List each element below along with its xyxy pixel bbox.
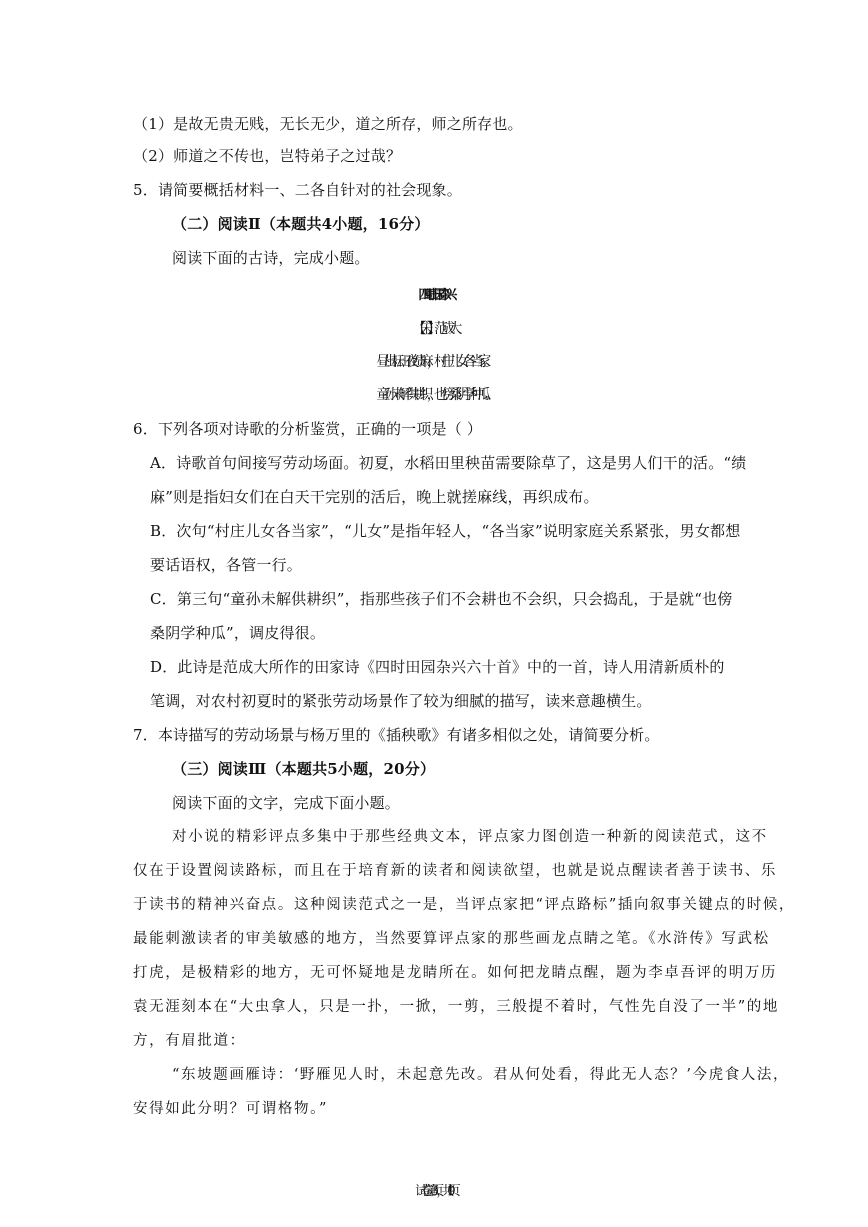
option-c-line-1: C．第三句“童孙未解供耕织”，指那些孩子们不会耕也不会织，只会捣乱，于是就“也傍	[150, 590, 733, 608]
question-4-subitem-1: （1）是故无贵无贱，无长无少，道之所存，师之所存也。	[133, 115, 523, 133]
passage-line-7: 方，有眉批道：	[133, 1033, 246, 1049]
option-a-line-2: 麻”则是指妇女们在白天干完别的活后，晚上就搓麻线，再织成布。	[150, 488, 599, 506]
section-2-instruction: 阅读下面的古诗，完成小题。	[172, 249, 370, 267]
option-d-line-1: D．此诗是范成大所作的田家诗《四时田园杂兴六十首》中的一首，诗人用清新质朴的	[150, 658, 725, 676]
option-b-line-2: 要话语权，各管一行。	[150, 556, 303, 574]
question-7: 7．本诗描写的劳动场景与杨万里的《插秧歌》有诸多相似之处，请简要分析。	[133, 726, 660, 744]
section-2-heading: （二）阅读Ⅱ（本题共4小题，16分）	[172, 215, 430, 233]
passage-quote-line-1: “东坡题画雁诗：‘野雁见人时，未起意先改。君从何处看，得此无人态？’今虎食人法，	[172, 1067, 790, 1083]
option-d-line-2: 笔调，对农村初夏时的紧张劳动场景作了较为细腻的描写，读来意趣横生。	[150, 692, 652, 710]
passage-line-6: 袁无涯刻本在“大虫拿人，只是一扑，一掀，一剪，三般提不着时，气性先自没了一半”的地	[133, 999, 779, 1015]
passage-line-2: 仅在于设置阅读路标，而且在于培育新的读者和阅读欲望，也就是说点醒读者善于读书、乐	[133, 863, 777, 879]
option-b-line-1: B．次句“村庄儿女各当家”，“儿女”是指年轻人，“各当家”说明家庭关系紧张，男女都想	[150, 522, 741, 540]
poem-title: 四时田园杂兴	[418, 288, 450, 303]
passage-line-4: 最能刺激读者的审美敏感的地方，当然要算评点家的那些画龙点睛之笔。《水浒传》写武松	[133, 931, 770, 947]
poem-author: 【宋】范成大	[412, 321, 456, 337]
poem-line-2: 童孙未解供耕织，也傍桑阴学种瓜。	[376, 387, 492, 403]
passage-quote-line-2: 安得如此分明？可谓格物。”	[133, 1101, 328, 1117]
passage-line-3: 于读书的精神兴奋点。这种阅读范式之一是，当评点家把“评点路标”插向叙事关键点的时候，	[133, 897, 796, 913]
question-4-subitem-2: （2）师道之不传也，岂特弟子之过哉？	[133, 147, 402, 165]
question-5: 5．请简要概括材料一、二各自针对的社会现象。	[133, 181, 462, 199]
poem-line-1: 昼出耘田夜绩麻，村庄儿女各当家。	[376, 354, 492, 370]
option-c-line-2: 桑阴学种瓜”，调皮得很。	[150, 624, 326, 642]
page-footer: 试卷第3页，共10页	[415, 1184, 453, 1199]
passage-line-1: 对小说的精彩评点多集中于那些经典文本，评点家力图创造一种新的阅读范式，这不	[172, 829, 768, 845]
passage-line-5: 打虎，是极精彩的地方，无可怀疑地是龙睛所在。如何把龙睛点醒，题为李卓吾评的明万历	[133, 965, 777, 981]
question-6: 6．下列各项对诗歌的分析鉴赏，正确的一项是（ ）	[133, 420, 483, 438]
option-a-line-1: A．诗歌首句间接写劳动场面。初夏，水稻田里秧苗需要除草了，这是男人们干的活。“绩	[150, 454, 747, 472]
section-3-instruction: 阅读下面的文字，完成下面小题。	[172, 794, 401, 812]
section-3-heading: （三）阅读Ⅲ（本题共5小题，20分）	[172, 760, 436, 778]
